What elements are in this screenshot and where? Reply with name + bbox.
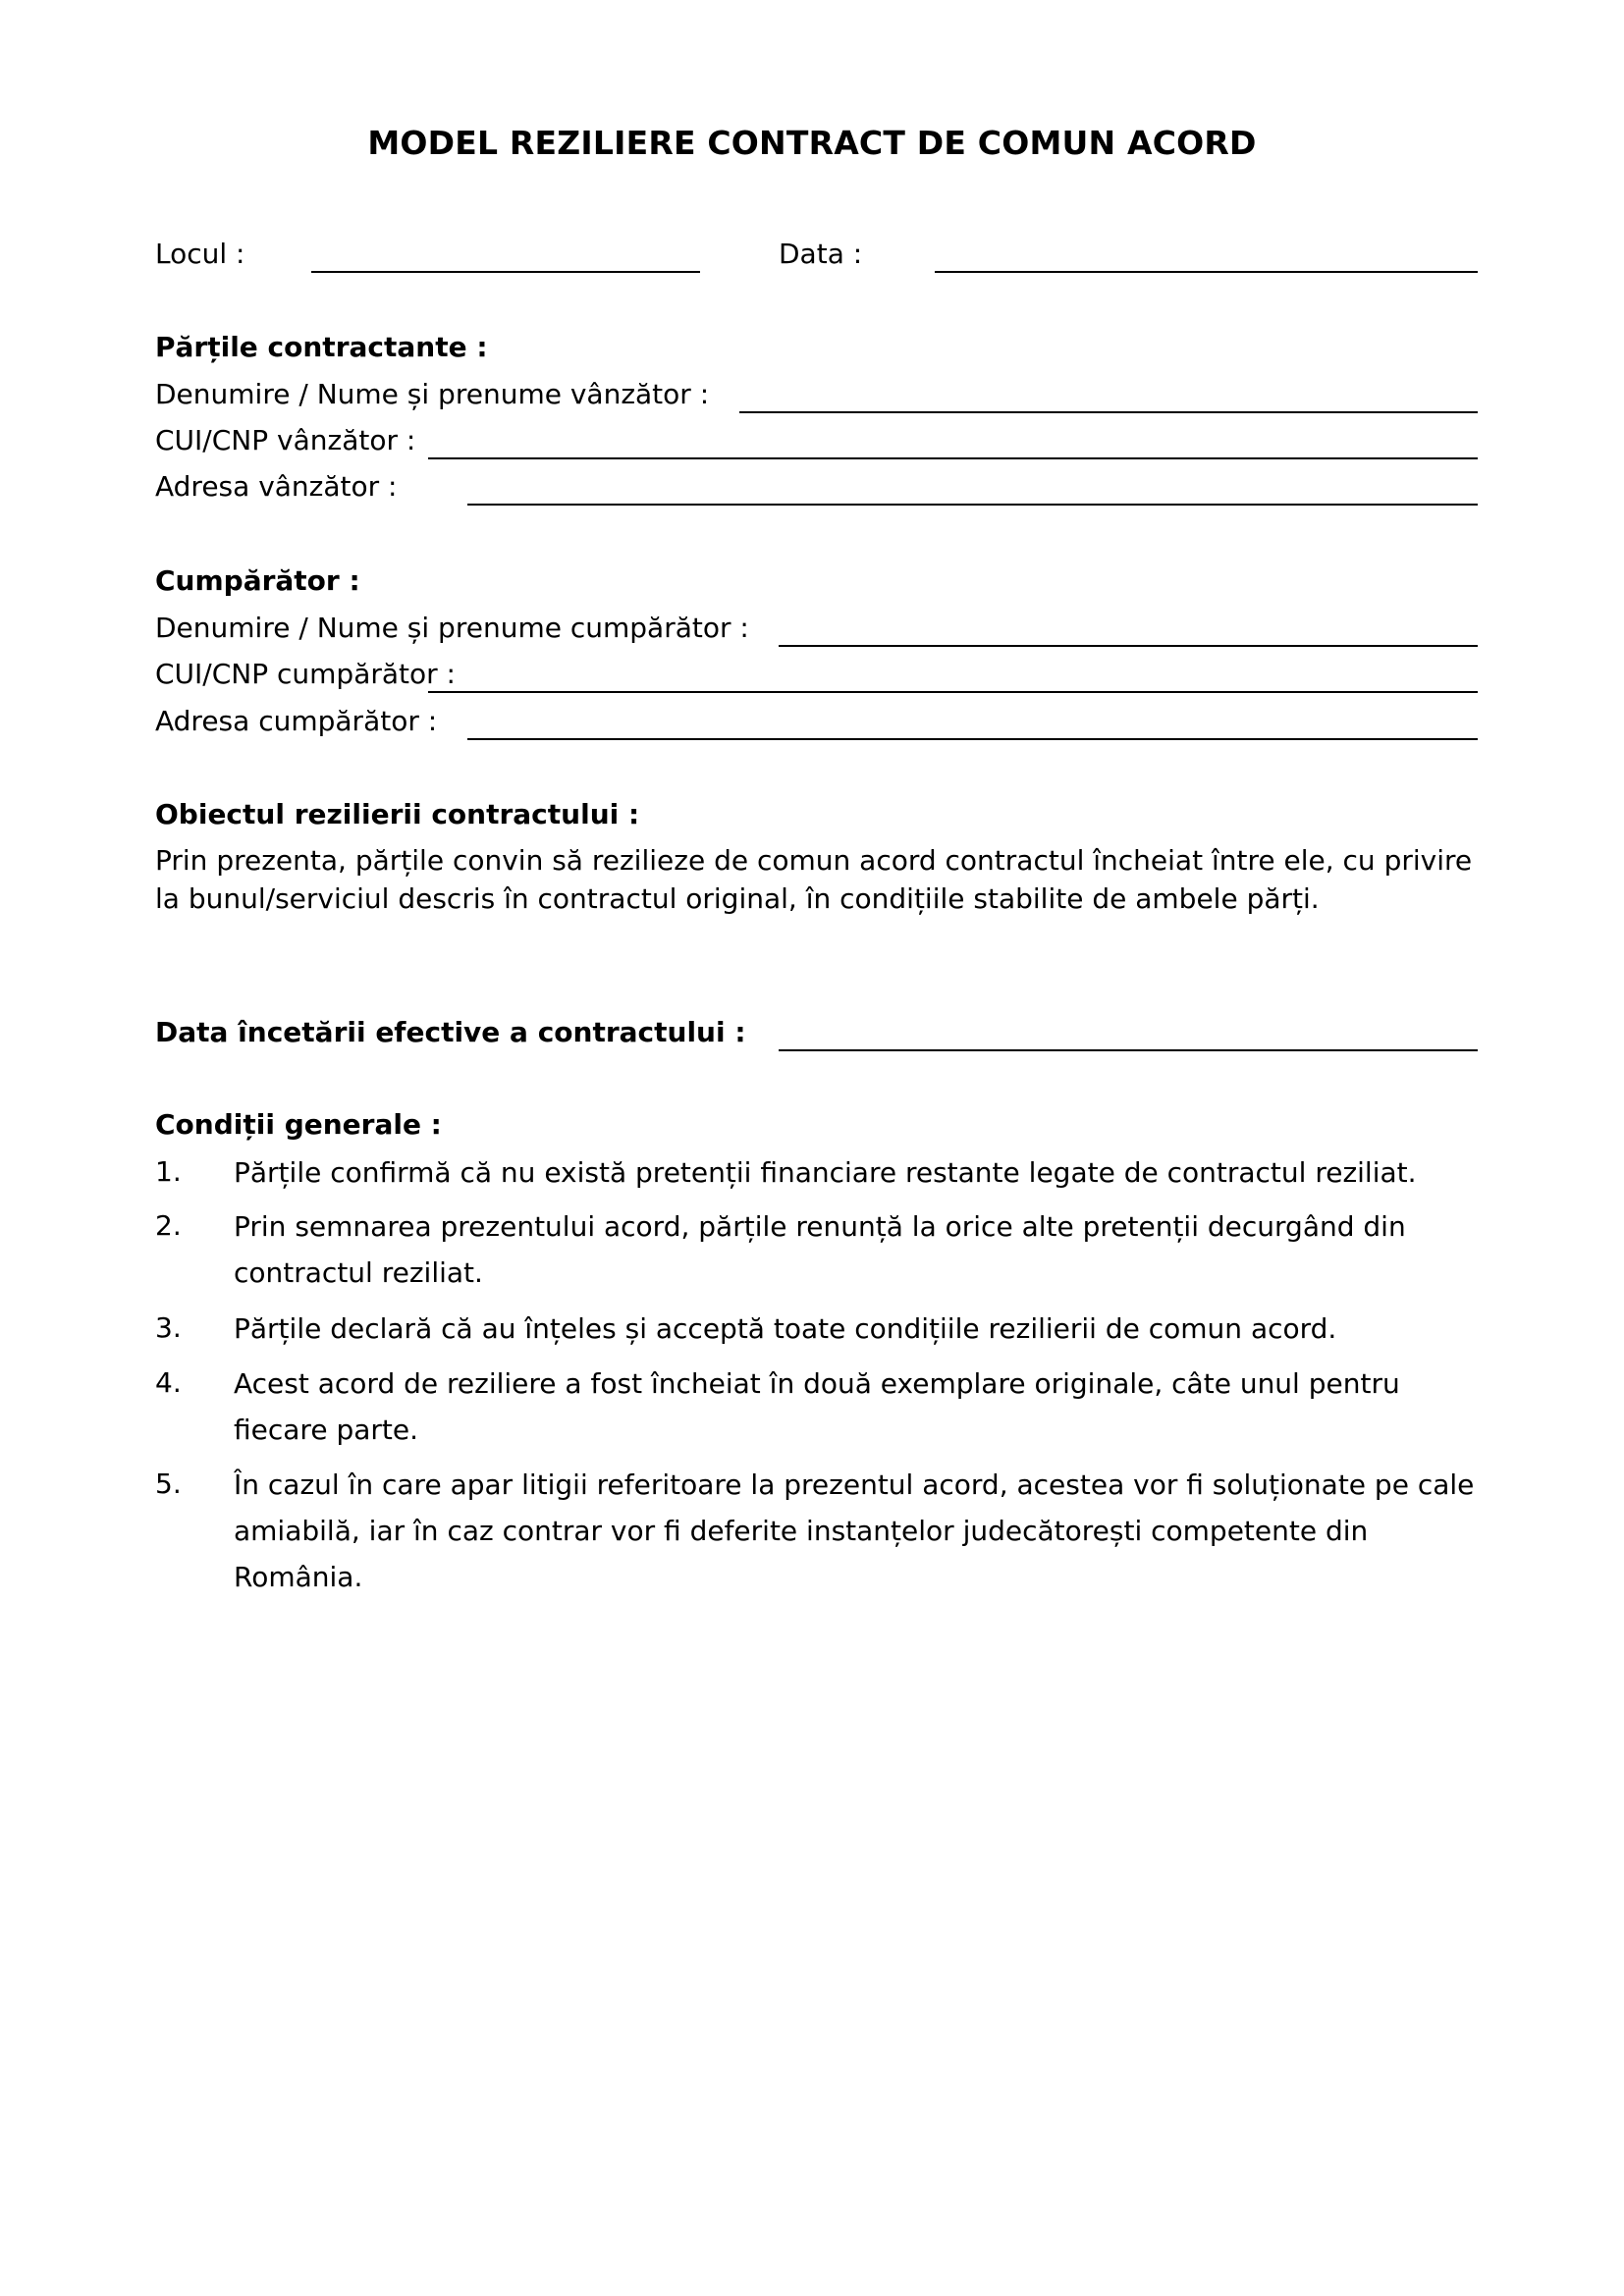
seller-name-field[interactable] [739, 411, 1478, 413]
date-label: Data : [779, 238, 863, 270]
place-field[interactable] [311, 271, 700, 273]
seller-name-label: Denumire / Nume și prenume vânzător : [155, 378, 710, 410]
termination-label: Data încetării efective a contractului : [155, 1016, 746, 1048]
parties-heading: Părțile contractante : [155, 331, 488, 363]
buyer-address-label: Adresa cumpărător : [155, 705, 438, 737]
seller-id-field[interactable] [428, 457, 1478, 459]
buyer-id-label: CUI/CNP cumpărător : [155, 658, 456, 690]
list-item-text: Părțile confirmă că nu există pretenții financiare restante legate de contractul reziliat. [234, 1156, 1417, 1189]
object-text: Prin prezenta, părțile convin să rezilieze de comun acord contractul încheiat între ele, cu privire la bunul/serviciul descris în contractul original, în condițiile stabilite de ambele părți. [155, 844, 1473, 915]
list-item-text: Prin semnarea prezentului acord, părțile renunță la orice alte pretenții decurgând din contractul reziliat. [234, 1210, 1406, 1289]
list-item-text: Părțile declară că au înțeles și acceptă toate condițiile rezilierii de comun acord. [234, 1312, 1337, 1345]
list-item-number: 3. [155, 1311, 182, 1344]
buyer-heading: Cumpărător : [155, 564, 360, 597]
buyer-address-field[interactable] [467, 738, 1478, 740]
list-item-text: În cazul în care apar litigii referitoare la prezentul acord, acestea vor fi soluționate pe cale amiabilă, iar în caz contrar vor fi deferite instanțelor judecătorești competente din România. [234, 1468, 1475, 1593]
conditions-heading: Condiții generale : [155, 1108, 442, 1141]
seller-address-label: Adresa vânzător : [155, 470, 398, 503]
list-item-number: 4. [155, 1366, 182, 1399]
list-item-number: 5. [155, 1468, 182, 1500]
date-field[interactable] [935, 271, 1478, 273]
buyer-name-field[interactable] [779, 645, 1478, 647]
place-label: Locul : [155, 238, 245, 270]
seller-id-label: CUI/CNP vânzător : [155, 424, 416, 456]
list-item-text: Acest acord de reziliere a fost încheiat în două exemplare originale, câte unul pentru fiecare parte. [234, 1367, 1400, 1446]
buyer-id-field[interactable] [428, 691, 1478, 693]
list-item-number: 2. [155, 1209, 182, 1242]
termination-field[interactable] [779, 1049, 1478, 1051]
buyer-name-label: Denumire / Nume și prenume cumpărător : [155, 612, 749, 644]
list-item-number: 1. [155, 1155, 182, 1188]
object-heading: Obiectul rezilierii contractului : [155, 798, 640, 830]
seller-address-field[interactable] [467, 504, 1478, 506]
document-title: MODEL REZILIERE CONTRACT DE COMUN ACORD [367, 124, 1257, 162]
